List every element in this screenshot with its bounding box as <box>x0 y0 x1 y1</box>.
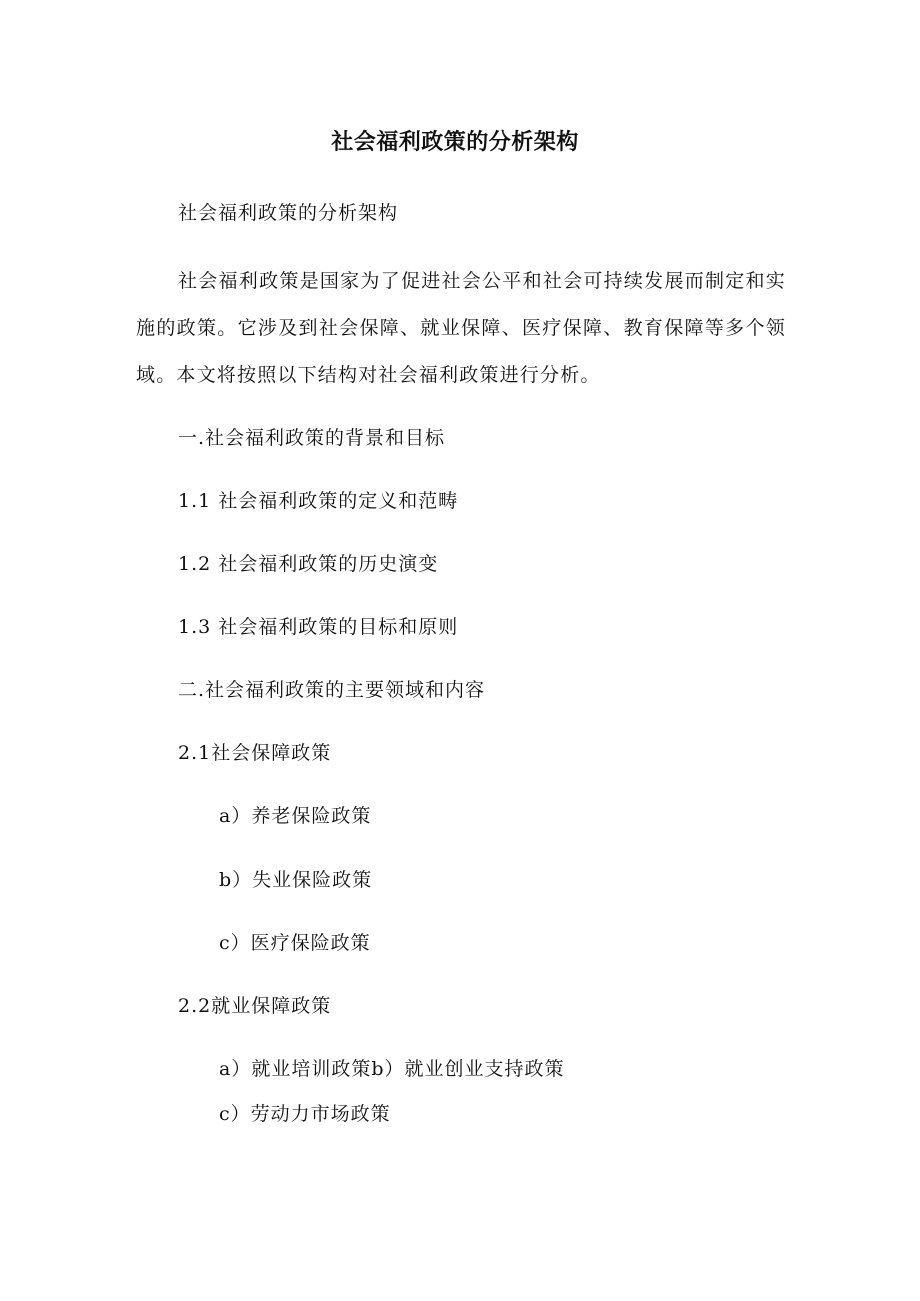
list-item: b）失业保险政策 <box>219 869 373 891</box>
section-1-heading: 一.社会福利政策的背景和目标 <box>178 427 446 449</box>
section-1-item: 1.3 社会福利政策的目标和原则 <box>178 616 459 638</box>
list-item: c）劳动力市场政策 <box>219 1103 391 1125</box>
subsection-2-1-heading: 2.1社会保障政策 <box>178 742 332 764</box>
document-subtitle: 社会福利政策的分析架构 <box>178 202 399 224</box>
document-title: 社会福利政策的分析架构 <box>331 130 579 155</box>
subsection-2-2-heading: 2.2就业保障政策 <box>178 995 332 1017</box>
list-item: a）就业培训政策b）就业创业支持政策 <box>219 1058 565 1080</box>
intro-paragraph: 社会福利政策是国家为了促进社会公平和社会可持续发展而制定和实施的政策。它涉及到社会保障、就业保障、医疗保障、教育保障等多个领域。本文将按照以下结构对社会福利政策进行分析。 <box>136 270 786 386</box>
list-item: c）医疗保险政策 <box>219 932 371 954</box>
section-1-item: 1.2 社会福利政策的历史演变 <box>178 553 439 575</box>
section-1-item: 1.1 社会福利政策的定义和范畴 <box>178 490 459 512</box>
section-2-heading: 二.社会福利政策的主要领域和内容 <box>178 679 486 701</box>
list-item: a）养老保险政策 <box>219 805 372 827</box>
